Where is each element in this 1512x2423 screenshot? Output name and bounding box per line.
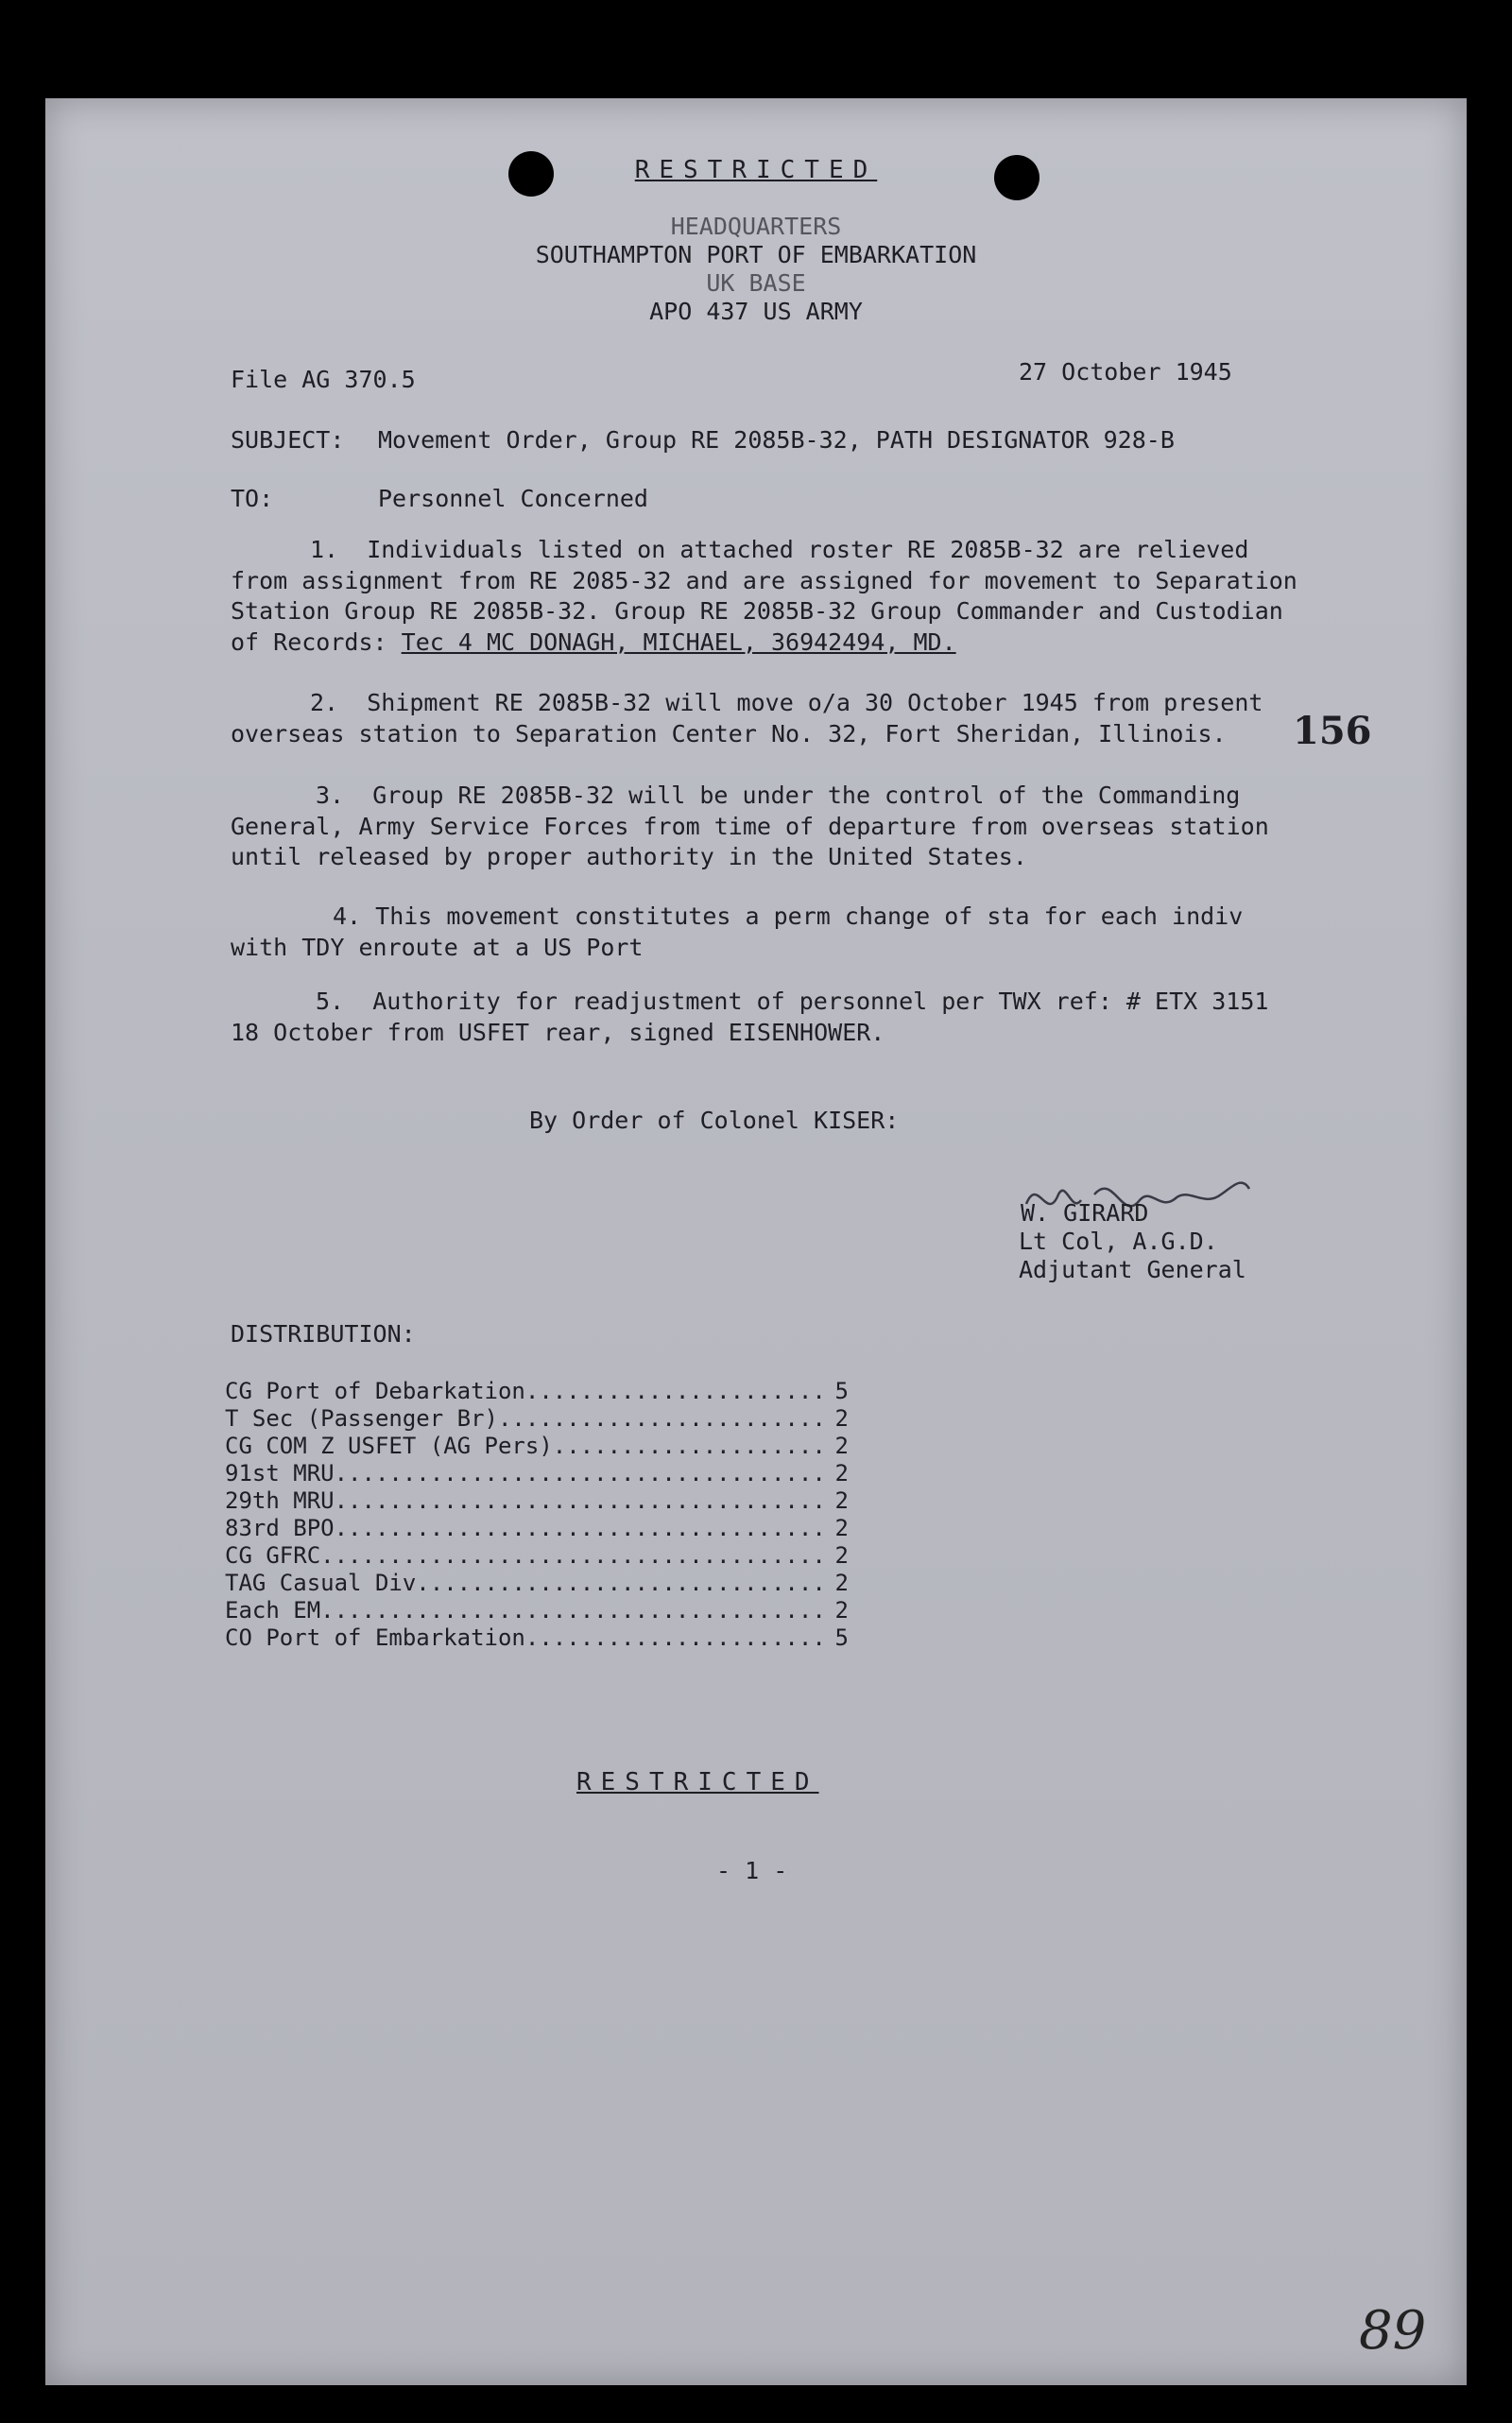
stamp-number: 156 xyxy=(1293,709,1372,753)
subject-text: Movement Order, Group RE 2085B-32, PATH DESIGNATOR 928-B xyxy=(378,426,1175,454)
paragraph-3: 3. Group RE 2085B-32 will be under the control of the Commanding General, Army Service Forces from time of departure from overseas station until released by proper authority in the United States. xyxy=(231,782,1269,870)
distribution-list xyxy=(225,1378,849,1652)
custodian-name: Tec 4 MC DONAGH, MICHAEL, 36942494, MD. xyxy=(401,627,956,656)
signer-name: W. GIRARD xyxy=(1021,1199,1149,1227)
subject-label: SUBJECT: xyxy=(231,426,345,454)
paragraph-4: 4. This movement constitutes a perm change of sta for each indiv with TDY enroute at a US Port xyxy=(231,902,1244,961)
distribution-row: CG GFRC ..... 2 xyxy=(225,1542,849,1570)
apo-line: APO 437 US ARMY xyxy=(649,298,863,325)
file-reference: File AG 370.5 xyxy=(231,366,416,393)
document-page xyxy=(45,98,1467,2385)
document-date: 27 October 1945 xyxy=(1019,358,1232,386)
corner-handwritten-number: 89 xyxy=(1359,2300,1427,2362)
paragraph-2: 2. Shipment RE 2085B-32 will move o/a 30 October 1945 from present overseas station to Separation Center No. 32, Fort Sheridan, Illinois. xyxy=(231,689,1263,748)
distribution-row: Each EM ..... 2 xyxy=(225,1597,849,1624)
distribution-row: CG Port of Debarkation ..... 5 xyxy=(225,1378,849,1405)
page-number: - 1 - xyxy=(716,1857,788,1884)
distribution-label: DISTRIBUTION: xyxy=(231,1320,416,1348)
restricted-header: RESTRICTED xyxy=(634,156,878,184)
distribution-row: CG COM Z USFET (AG Pers) ..... 2 xyxy=(225,1433,849,1460)
distribution-row: 83rd BPO ..... 2 xyxy=(225,1515,849,1542)
paragraph-1: 1. Individuals listed on attached roster RE 2085B-32 are relieved from assignment from RE 2085-32 and are assigned for movement to Separation Station Group RE 2085B-32. Group RE 2085B-32 Group Commander and Custodian of Records: Tec 4 MC DONAGH, MICHAEL, 36942494, MD. xyxy=(231,536,1297,656)
to-label: TO: xyxy=(231,485,274,512)
port-line: SOUTHAMPTON PORT OF EMBARKATION xyxy=(535,241,977,268)
distribution-row: T Sec (Passenger Br) ..... 2 xyxy=(225,1405,849,1433)
distribution-row: 29th MRU ..... 2 xyxy=(225,1487,849,1515)
paragraph-5: 5. Authority for readjustment of personnel per TWX ref: # ETX 3151 18 October from USFET rear, signed EISENHOWER. xyxy=(231,988,1269,1046)
to-text: Personnel Concerned xyxy=(378,485,648,512)
base-line: UK BASE xyxy=(706,269,806,297)
distribution-row: TAG Casual Div ..... 2 xyxy=(225,1570,849,1597)
distribution-row: 91st MRU ..... 2 xyxy=(225,1460,849,1487)
signer-title: Adjutant General xyxy=(1019,1256,1246,1283)
distribution-row: CO Port of Embarkation ..... 5 xyxy=(225,1624,849,1652)
by-order-line: By Order of Colonel KISER: xyxy=(529,1107,900,1134)
signer-rank: Lt Col, A.G.D. xyxy=(1019,1228,1218,1255)
hq-line: HEADQUARTERS xyxy=(670,213,842,240)
restricted-footer: RESTRICTED xyxy=(576,1768,819,1796)
